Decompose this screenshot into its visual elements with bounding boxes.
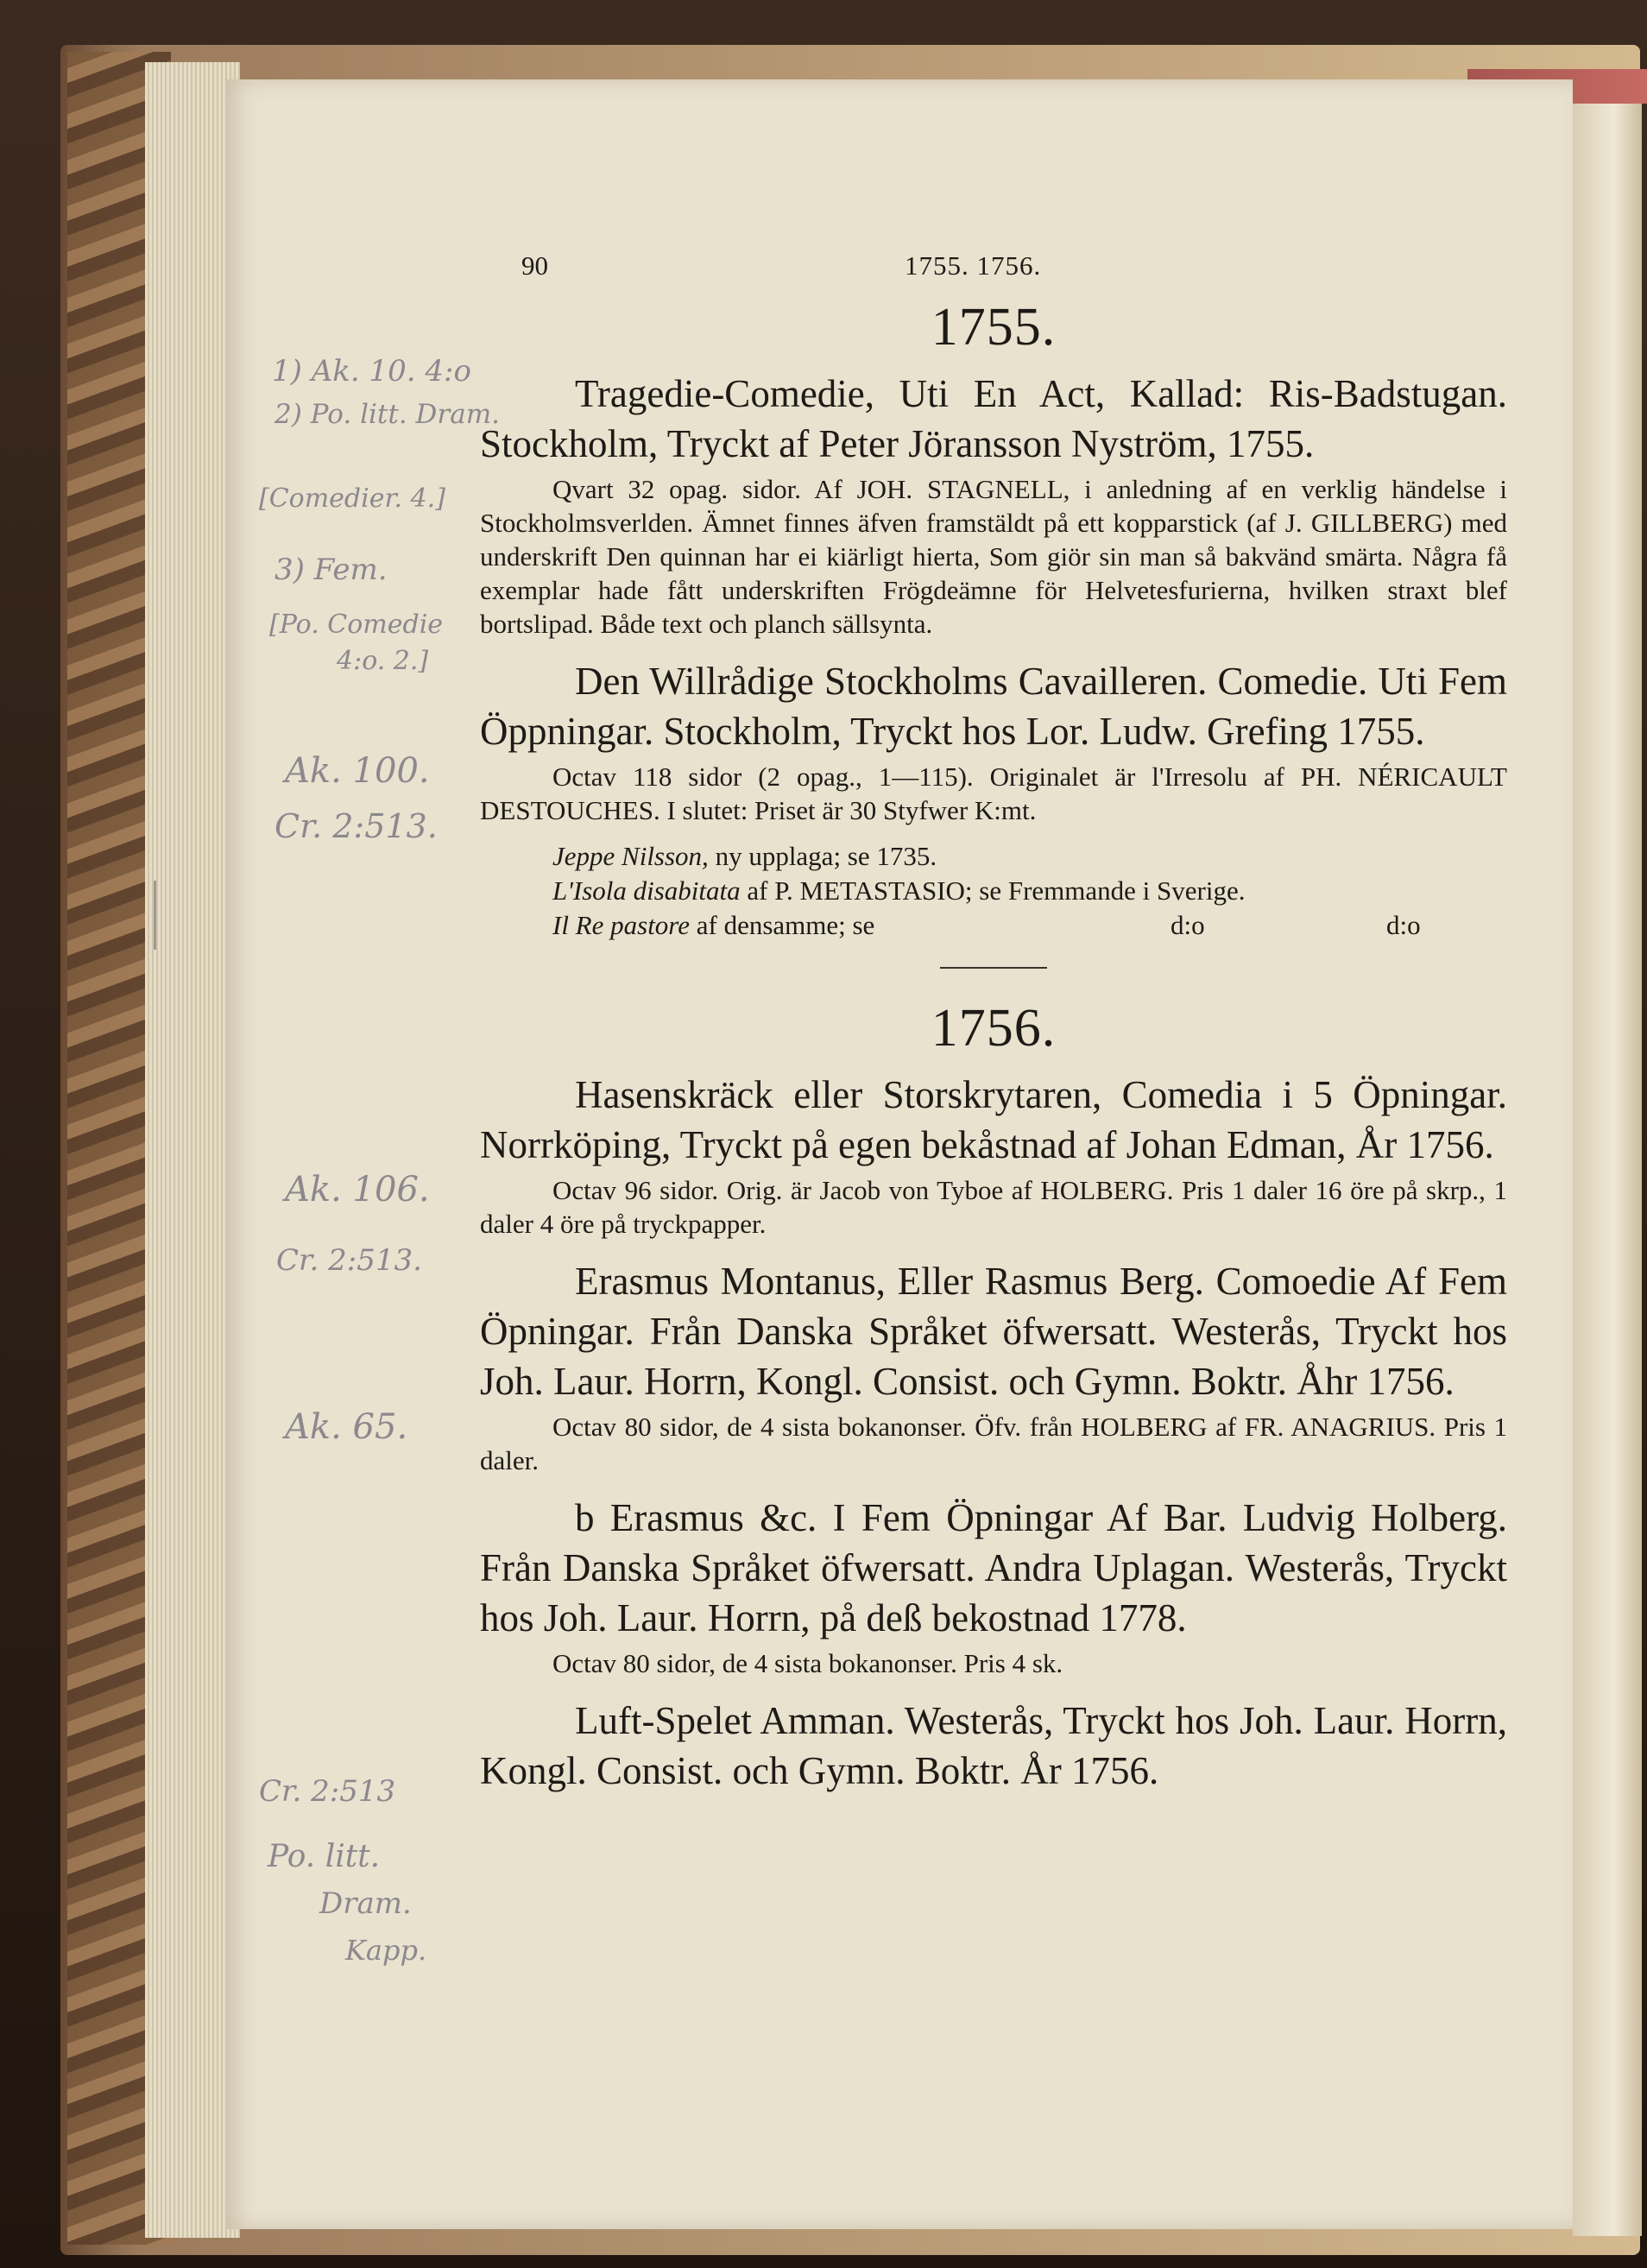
section-divider [940,967,1047,969]
margin-note: [Comedier. 4.] [259,483,445,514]
margin-note: Dram. [319,1886,412,1921]
entry-note: Qvart 32 opag. sidor. Af JOH. STAGNELL, i anledning af en verklig händelse i Stockholmsverlden. Ämnet finnes äfven framstäldt på ett kopparstick (af J. GILLBERG) med underskrift Den quinnan har ei kiärligt hierta, Som giör sin man så bakvänd smärta. Några få exemplar hade fått underskriften Frögdeämne för Helvetesfurierna, hvilken straxt blef bortslipad. Både text och planch sällsynta. [480,474,1507,639]
entry-note: Octav 80 sidor, de 4 sista bokanonser. Pris 4 sk. [552,1648,1063,1678]
margin-note: 2) Po. litt. Dram. [274,399,500,430]
entry-note: Octav 80 sidor, de 4 sista bokanonser. Öfv. från HOLBERG af FR. ANAGRIUS. Pris 1 daler. [480,1412,1507,1475]
reference-text: af P. METASTASIO; se Fremmande i Sverige. [740,875,1246,906]
entry-title: Hasenskräck eller Storskrytaren, Comedia i 5 Öpningar. Norrköping, Tryckt på egen bekåstnad af Johan Edman, År 1756. [480,1073,1507,1166]
year-heading-1756: 1756. [931,999,1057,1058]
margin-note: Kapp. [345,1934,427,1967]
running-head: 1755. 1756. [905,250,1042,281]
margin-note: 3) Fem. [274,553,388,587]
page-number: 90 [521,250,548,281]
entry-title: Erasmus Montanus, Eller Rasmus Berg. Comoedie Af Fem Öpningar. Från Danska Språket öfwersatt. Westerås, Tryckt hos Joh. Laur. Horrn, Kongl. Consist. och Gymn. Boktr. Åhr 1756. [480,1260,1507,1403]
margin-note: 1) Ak. 10. 4:o [272,354,471,389]
facing-page-edge [1573,104,1642,2236]
margin-note: Cr. 2:513 [259,1774,396,1809]
margin-note: Cr. 2:513. [274,807,438,845]
cross-reference [480,908,1507,943]
reference-text: af densamme; se [689,910,875,940]
margin-note: Po. litt. [268,1839,381,1874]
entry-title: Tragedie-Comedie, Uti En Act, Kallad: Ris-Badstugan. Stockholm, Tryckt af Peter Jöransson Nyström, 1755. [480,372,1507,465]
margin-note: 4:o. 2.] [337,646,429,676]
entry-note: Octav 118 sidor (2 opag., 1—115). Originalet är l'Irresolu af PH. NÉRICAULT DESTOUCHES. I slutet: Priset är 30 Styfwer K:mt. [480,761,1507,825]
year-heading-1755: 1755. [931,298,1057,357]
cross-reference [480,839,1507,874]
reference-text: ny upplaga; se 1735. [708,841,937,871]
entry-title: b Erasmus &c. I Fem Öpningar Af Bar. Ludvig Holberg. Från Danska Språket öfwersatt. Andra Uplagan. Westerås, Tryckt hos Joh. Laur. Horrn, på deß bekostnad 1778. [480,1496,1507,1639]
reference-title: Il Re pastore [552,910,690,940]
margin-note: Ak. 65. [285,1407,408,1447]
ditto-mark: d:o [1386,910,1421,940]
page-header [480,233,1507,285]
margin-note: Ak. 100. [285,751,430,791]
entry-note: Octav 96 sidor. Orig. är Jacob von Tyboe af HOLBERG. Pris 1 daler 16 öre på skrp., 1 daler 4 öre på tryckpapper. [480,1175,1507,1239]
page-text [480,233,1507,1796]
margin-note: Cr. 2:513. [276,1243,422,1278]
margin-note: Ak. 106. [285,1170,430,1210]
reference-title: Jeppe Nilsson, [552,841,709,871]
margin-note: [Po. Comedie [269,610,444,640]
cross-reference [480,874,1507,908]
reference-title: L'Isola disabitata [552,875,741,906]
entry-title: Den Willrådige Stockholms Cavailleren. Comedie. Uti Fem Öppningar. Stockholm, Tryckt hos Lor. Ludw. Grefing 1755. [480,660,1507,753]
ditto-mark: d:o [1171,910,1205,940]
entry-title: Luft-Spelet Amman. Westerås, Tryckt hos Joh. Laur. Horrn, Kongl. Consist. och Gymn. Boktr. År 1756. [480,1699,1507,1792]
margin-bracket [154,881,156,950]
